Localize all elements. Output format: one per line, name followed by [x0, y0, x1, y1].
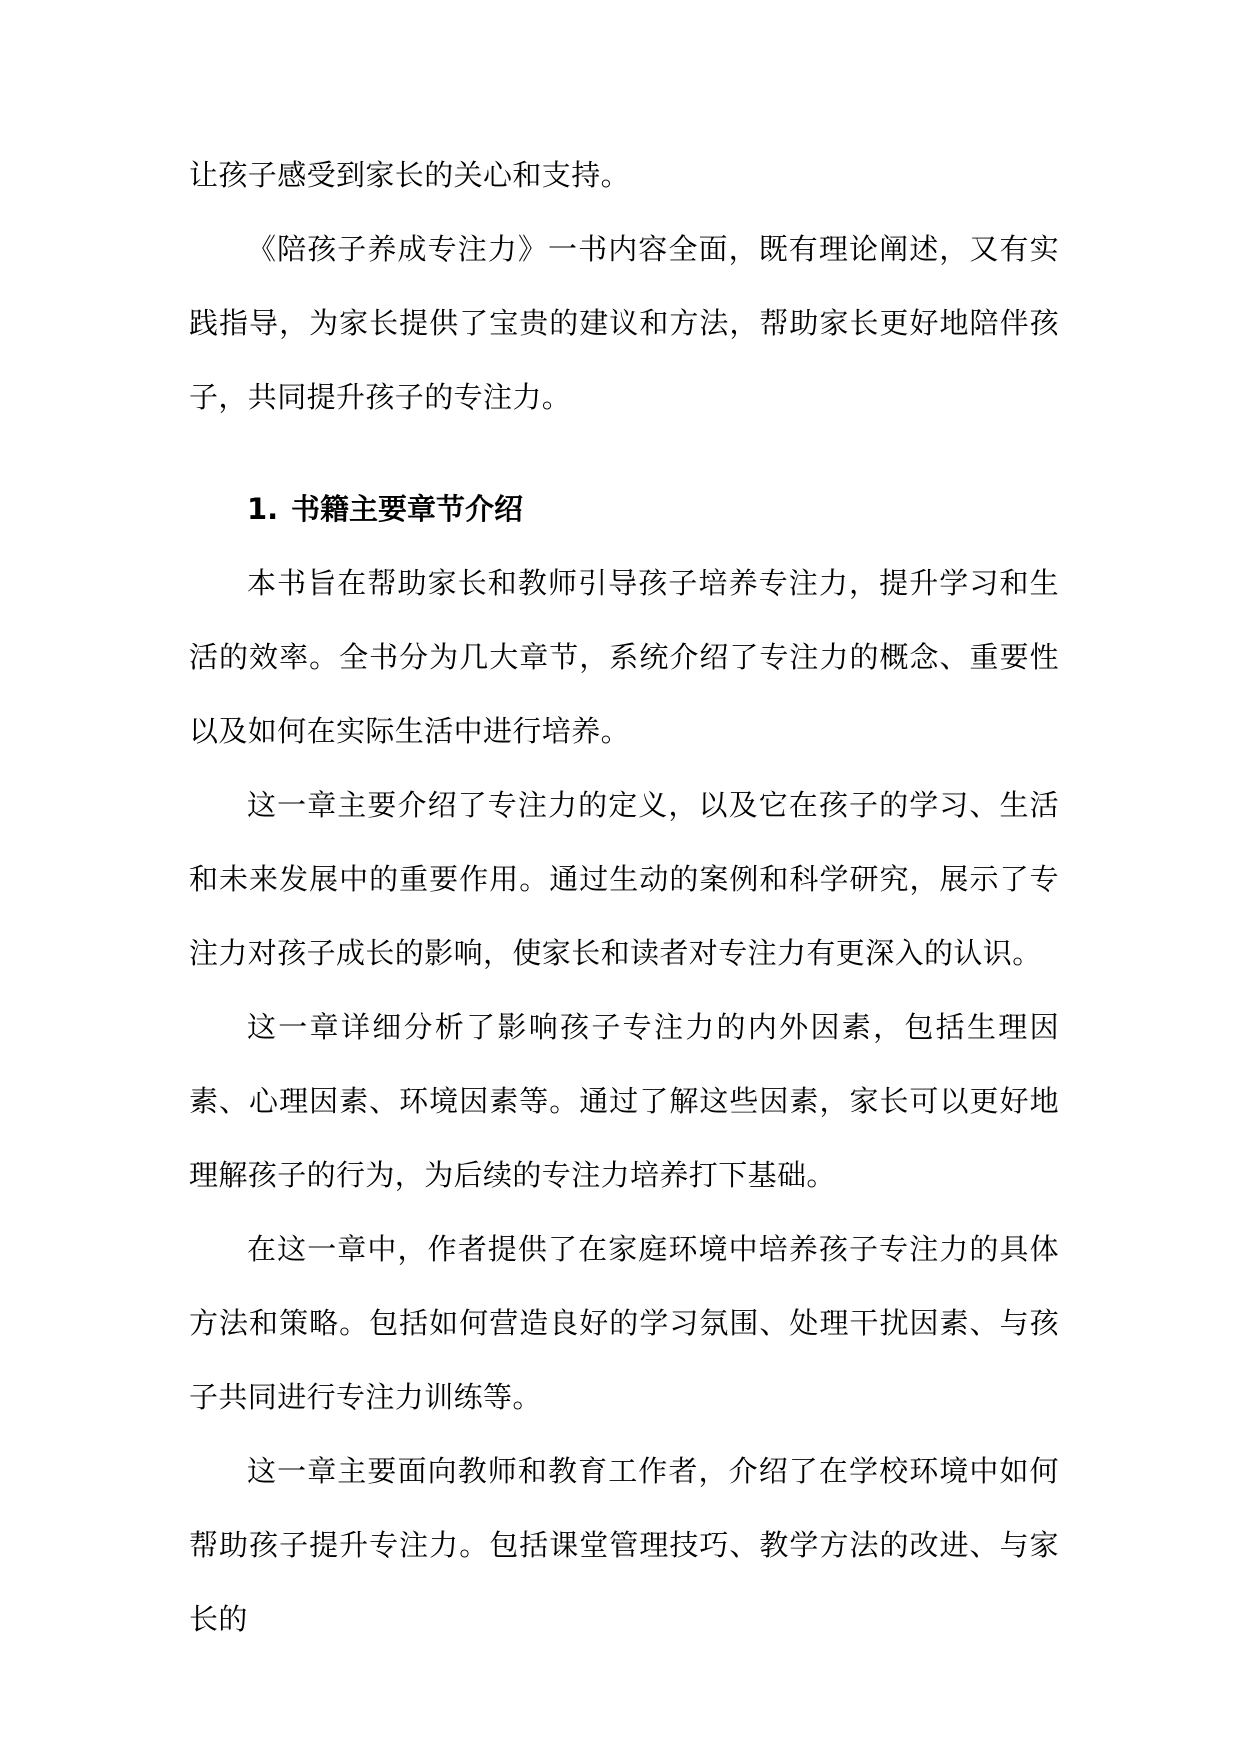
paragraph-chapter-definition: 这一章主要介绍了专注力的定义，以及它在孩子的学习、生活和未来发展中的重要作用。通过生动的案例和科学研究，展示了专注力对孩子成长的影响，使家长和读者对专注力有更深入的认识。	[189, 788, 1059, 970]
paragraph-chapter-school: 这一章主要面向教师和教育工作者，介绍了在学校环境中如何帮助孩子提升专注力。包括课堂管理技巧、教学方法的改进、与家长的	[189, 1454, 1059, 1636]
section-heading	[189, 472, 1059, 546]
section-title: 书籍主要章节介绍	[291, 492, 524, 526]
paragraph-continuation: 让孩子感受到家长的关心和支持。	[189, 158, 631, 192]
paragraph-intro: 本书旨在帮助家长和教师引导孩子培养专注力，提升学习和生活的效率。全书分为几大章节，系统介绍了专注力的概念、重要性以及如何在实际生活中进行培养。	[189, 566, 1059, 748]
section-number: 1.	[247, 492, 279, 526]
paragraph-chapter-family: 在这一章中，作者提供了在家庭环境中培养孩子专注力的具体方法和策略。包括如何营造良好的学习氛围、处理干扰因素、与孩子共同进行专注力训练等。	[189, 1232, 1059, 1414]
document-body	[189, 138, 1059, 1656]
paragraph-book-summary: 《陪孩子养成专注力》一书内容全面，既有理论阐述，又有实践指导，为家长提供了宝贵的建议和方法，帮助家长更好地陪伴孩子，共同提升孩子的专注力。	[189, 232, 1059, 414]
paragraph-chapter-factors: 这一章详细分析了影响孩子专注力的内外因素，包括生理因素、心理因素、环境因素等。通过了解这些因素，家长可以更好地理解孩子的行为，为后续的专注力培养打下基础。	[189, 1010, 1059, 1192]
